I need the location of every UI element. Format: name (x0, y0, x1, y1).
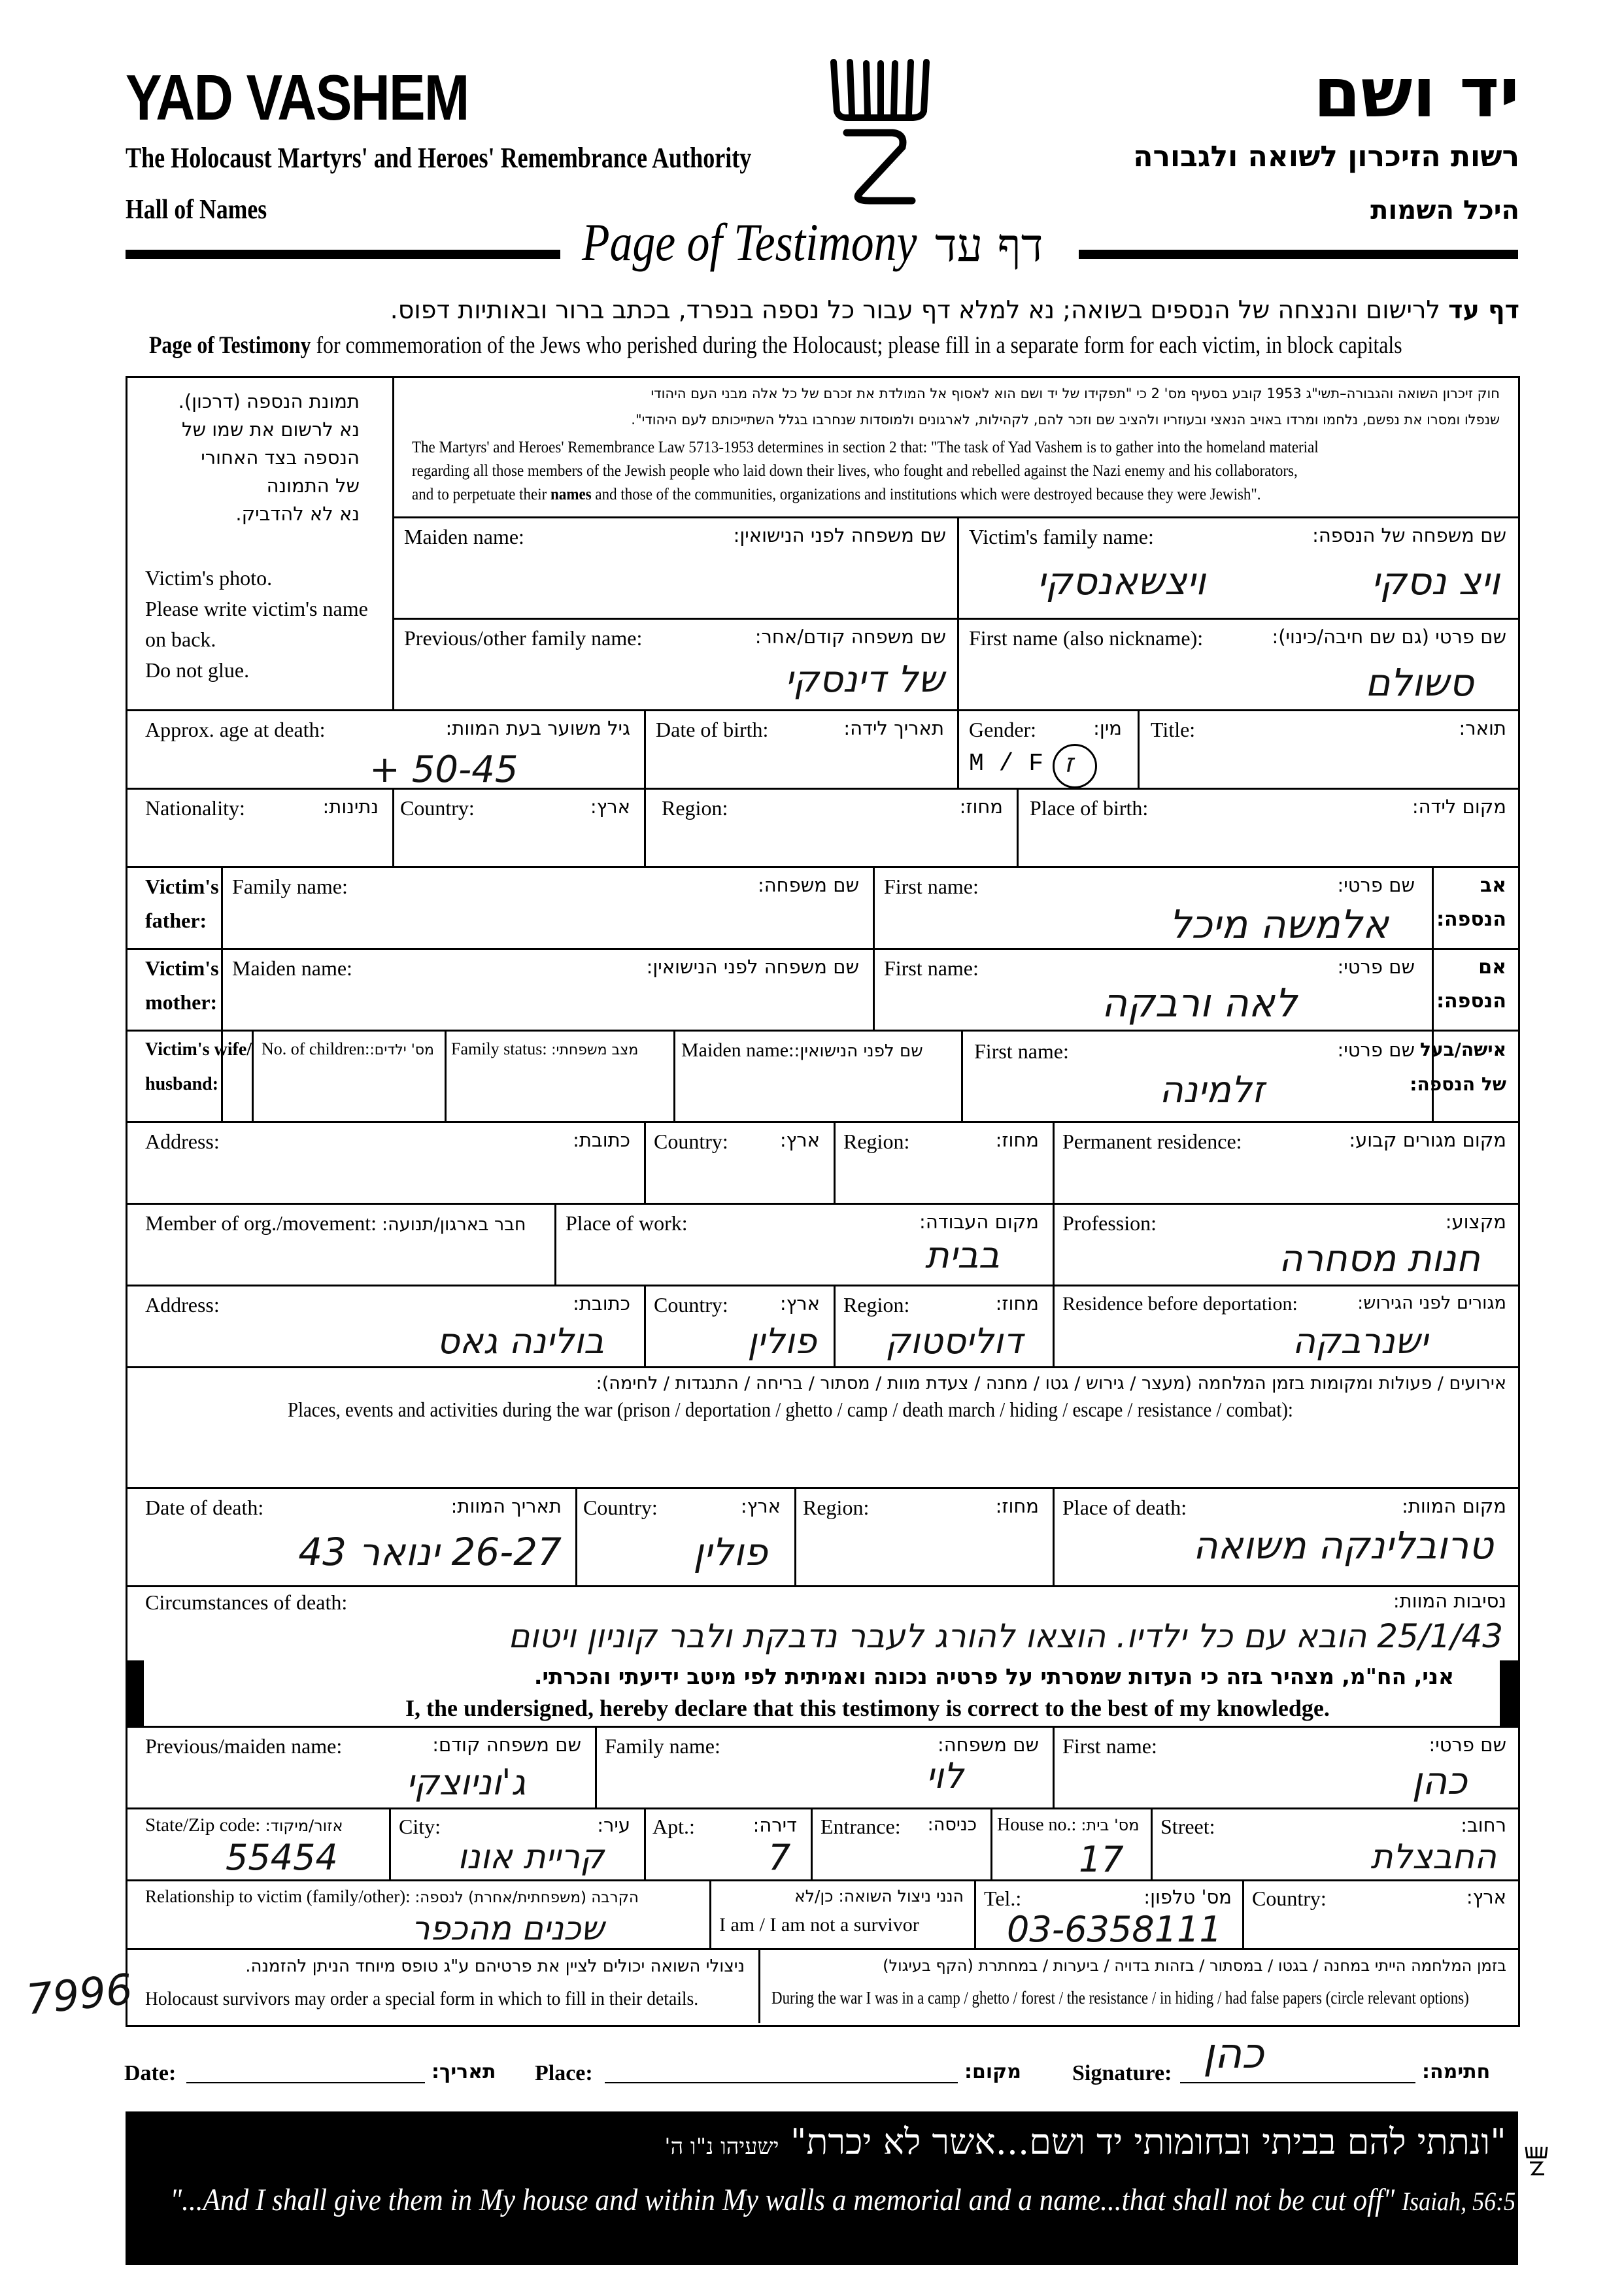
father-label: father: (145, 909, 207, 932)
country-value: פולין (747, 1320, 817, 1362)
death-country-label-he: ארץ: (740, 1495, 781, 1517)
street-label: Street: (1160, 1815, 1215, 1838)
a3-div-3 (811, 1807, 813, 1879)
law-he-2: שנפלו ומסרו את נפשם, נלחמו ומרדו באויב הנאצי ובעוזריו ולהציב שם וזכר להם, לקהילות, לארגונים ולמוסדות שנחרבו בגלל השתייכותם לעם היהודי". (631, 412, 1500, 428)
a3-div-5 (1151, 1807, 1153, 1879)
city-value: קריית אונו (457, 1838, 604, 1877)
addr1-div-1 (644, 1121, 646, 1203)
death-div-3 (1053, 1487, 1055, 1585)
date-line (186, 2082, 425, 2083)
row-rule-17 (126, 1948, 1518, 1950)
addr1-div-2 (834, 1121, 836, 1203)
org-name-he: יד ושם (1313, 53, 1519, 133)
pob-label-he: מקום לידה: (1412, 796, 1506, 818)
page-title-en: Page of Testimony (582, 212, 917, 272)
work-label-he: מקום העבודה: (919, 1211, 1039, 1233)
photo-en-4: Do not glue. (145, 658, 250, 682)
rel-div-1 (709, 1879, 711, 1948)
org-name-en: YAD VASHEM (126, 61, 469, 133)
apt-value: 7 (768, 1837, 791, 1878)
pod-label-he: מקום המוות: (1402, 1495, 1506, 1517)
death-div-2 (794, 1487, 796, 1585)
a3-div-2 (644, 1807, 646, 1879)
pob-label: Place of birth: (1030, 796, 1149, 820)
region-label-he: מחוז: (959, 796, 1003, 818)
death-region-label: Region: (803, 1496, 870, 1519)
maiden-name-label: Maiden name: (404, 525, 524, 548)
children-label: No. of children:מס' ילדים: (262, 1039, 434, 1058)
wife-div-4 (961, 1030, 963, 1121)
house-label: House no.: מס' בית: (997, 1815, 1140, 1835)
pod-label: Place of death: (1062, 1496, 1187, 1519)
rel-div-2 (974, 1879, 976, 1948)
survivor-label-he: הנני ניצול השואה: כן/לא (794, 1887, 964, 1906)
place-line (605, 2082, 958, 2083)
prev-maiden-label-he: שם משפחה קודם: (432, 1734, 581, 1756)
photo-he-3: הנספה בצד האחורי (201, 446, 360, 469)
father-he-1: אב (1480, 874, 1506, 897)
a3-div-4 (990, 1807, 992, 1879)
country-label: Country: (400, 796, 475, 820)
hall-of-names-en: Hall of Names (126, 195, 267, 225)
addr1-div-3 (1053, 1121, 1055, 1203)
photo-en-3: on back. (145, 628, 216, 651)
region-label-2-he: מחוז: (995, 1129, 1039, 1151)
wife-label-2: husband: (145, 1074, 219, 1094)
father-he-2: הנספה: (1436, 908, 1506, 931)
family-name-label-he: שם משפחה של הנספה: (1312, 524, 1506, 546)
circ-value: 25/1/43 הובא עם כל ילדיו. הוצאו להורג לעבר נדבקת ולבר קוניון ויטום (508, 1617, 1503, 1655)
hall-of-names-he: היכל השמות (1370, 195, 1519, 226)
photo-he-2: נא לרשום את שמו של (181, 418, 360, 441)
tel-label-he: מס' טלפון: (1143, 1886, 1232, 1908)
row-rule-6 (126, 948, 1518, 950)
declaration-en: I, the undersigned, hereby declare that this testimony is correct to the best of my knowledge. (405, 1695, 1330, 1721)
zip-value: 55454 (226, 1837, 338, 1878)
law-bottom-rule (392, 516, 1518, 518)
form-he: ניצולי השואה יכולים לציין את פרטיהם ע"ג טופס מיוחד הניתן להזמנה. (245, 1957, 745, 1976)
res-before-value: ישנרבקה (1292, 1320, 1428, 1362)
member-div-2 (1053, 1203, 1055, 1285)
relation-value: שכנים מהכפר (411, 1909, 604, 1947)
father-family-label-he: שם משפחה: (757, 874, 859, 896)
row-rule-8 (126, 1121, 1518, 1123)
profession-value: חנות מסחרה (1278, 1237, 1480, 1280)
prev-family-label-he: שם משפחה קודם/אחר: (754, 626, 946, 648)
region-label-3-he: מחוז: (995, 1292, 1039, 1315)
photo-en-2: Please write victim's name (145, 597, 368, 620)
father-victims-label: Victim's (145, 875, 219, 898)
nat-divider-2 (644, 788, 646, 866)
authority-en: The Holocaust Martyrs' and Heroes' Remembrance Authority (126, 142, 752, 174)
mother-maiden-label-he: שם משפחה לפני הנישואין: (646, 956, 859, 978)
prev-family-label: Previous/other family name: (404, 626, 643, 650)
work-value: בבית (924, 1234, 1000, 1277)
photo-he-1: תמונת הנספה (דרכון). (178, 390, 360, 412)
work-label: Place of work: (566, 1211, 688, 1235)
declaration-he: אני, הח"מ, מצהיר בזה כי העדות שמסרתי על פרטיה נכונה ואמיתית לפי מיטב ידיעתי והכרתי. (533, 1664, 1454, 1689)
mother-first-label: First name: (884, 956, 979, 980)
sub-first-label: First name: (1062, 1734, 1157, 1758)
father-first-value: אלמשה מיכל (1169, 902, 1389, 948)
first-name-label: First name (also nickname): (969, 626, 1204, 650)
sub-div-2 (1053, 1726, 1055, 1807)
wife-div-2 (445, 1030, 447, 1121)
addr2-div-1 (644, 1285, 646, 1366)
gender-label-he: מין: (1093, 717, 1122, 739)
form-outer-border (126, 376, 1520, 2027)
title-rule-right (1079, 250, 1518, 259)
place-label: Place: (535, 2061, 593, 2085)
death-div-1 (575, 1487, 577, 1585)
sub-family-label: Family name: (605, 1734, 720, 1758)
country-label-4-he: ארץ: (1466, 1886, 1506, 1908)
wife-div-1 (252, 1030, 254, 1121)
title-rule-left (126, 250, 560, 259)
age-value: + 50-45 (369, 748, 518, 791)
first-name-label-he: שם פרטי (גם שם חיבה/כינוי): (1272, 626, 1506, 648)
state-label: State/Zip code: אזור/מיקוד: (145, 1815, 343, 1836)
age-divider (644, 709, 646, 788)
row-rule-16 (126, 1879, 1518, 1881)
wife-he-1: אישה/בעל (1420, 1039, 1506, 1060)
city-label-he: עיר: (597, 1814, 630, 1836)
signature-label: Signature: (1072, 2061, 1172, 2085)
prev-family-value: של דינסקי (785, 658, 944, 701)
apt-label: Apt.: (652, 1815, 695, 1838)
addr2-div-3 (1053, 1285, 1055, 1366)
gender-divider (1138, 709, 1140, 788)
during-en: During the war I was in a camp / ghetto / forest / the resistance / in hiding / had false papers (circle relevant options) (771, 1988, 1469, 2008)
date-label-he: תאריך: (431, 2060, 496, 2083)
signature-line (1180, 2082, 1415, 2083)
family-name-value: ויצשאנסקי (1036, 559, 1206, 603)
entrance-label-he: כניסה: (927, 1815, 977, 1835)
events-label-he: אירועים / פעולות ומקומות בזמן המלחמה (מעצר / גירוש / גטו / מחנה / צעדת מוות / מסתור / בריחה / התנגדות / לחימה): (596, 1373, 1506, 1394)
tel-label: Tel.: (984, 1887, 1022, 1910)
gender-value: ז (1064, 748, 1074, 779)
pod-value: טרובלינקה משואה (1193, 1523, 1493, 1568)
yad-vashem-logo (820, 56, 938, 206)
nat-divider-1 (392, 788, 394, 866)
mother-label: mother: (145, 990, 218, 1014)
country-label-3-he: ארץ: (779, 1292, 820, 1315)
region-label-2: Region: (843, 1130, 910, 1153)
country-label-he: ארץ: (590, 796, 630, 818)
events-label-en: Places, events and activities during the war (prison / deportation / ghetto / camp / death march / hiding / escape / resistance / combat): (288, 1398, 1293, 1421)
dod-label-he: תאריך המוות: (450, 1495, 562, 1517)
dob-label: Date of birth: (656, 718, 769, 741)
wife-label-1: Victim's wife/ (145, 1039, 252, 1060)
photo-he-5: נא לא להדביק. (235, 503, 360, 525)
address-label-1: Address: (145, 1130, 220, 1153)
gender-options: M / F (969, 750, 1044, 778)
res-before-label: Residence before deportation: (1062, 1293, 1298, 1315)
perm-res-label: Permanent residence: (1062, 1130, 1242, 1153)
law-en-1: The Martyrs' and Heroes' Remembrance Law 5713-1953 determines in section 2 that: "The task of Yad Vashem is to gather into the homeland material (412, 439, 1319, 456)
house-value: 17 (1079, 1839, 1124, 1880)
row-rule-10 (126, 1285, 1518, 1286)
mother-first-value: לאה ורבקה (1101, 981, 1297, 1026)
dob-divider (957, 709, 959, 788)
footer-quote-en: "...And I shall give them in My house and within My walls a memorial and a name...that shall not be cut off" Isaiah, 56:5 (170, 2183, 1516, 2217)
declaration-bar-left (126, 1660, 144, 1726)
res-before-label-he: מגורים לפני הגירוש: (1357, 1293, 1506, 1313)
law-en-2: regarding all those members of the Jewish people who laid down their lives, who fought and rebelled against the Nazi enemy and his collaborators, (412, 462, 1298, 480)
photo-en-1: Victim's photo. (145, 566, 273, 590)
survivor-label-en: I am / I am not a survivor (719, 1914, 919, 1936)
name-divider (957, 516, 959, 709)
relation-label: Relationship to victim (family/other): הקרבה (משפחתית/אחרת) לנספה: (145, 1887, 639, 1906)
signature-label-he: חתימה: (1422, 2060, 1491, 2083)
prev-maiden-label: Previous/maiden name: (145, 1734, 343, 1758)
mother-he-1: אם (1478, 956, 1506, 979)
region-label: Region: (662, 796, 728, 820)
row-rule-14 (126, 1726, 1518, 1728)
wife-he-2: של הנספה: (1410, 1073, 1506, 1095)
authority-he: רשות הזיכרון לשואה ולגבורה (1133, 140, 1519, 173)
row-rule-4 (126, 788, 1518, 790)
mother-victims-label: Victim's (145, 956, 219, 980)
nationality-label: Nationality: (145, 796, 245, 820)
dod-value: 26-27 ינואר 43 (298, 1530, 562, 1574)
death-region-label-he: מחוז: (995, 1495, 1039, 1517)
first-name-value: סשולם (1365, 660, 1474, 705)
dod-label: Date of death: (145, 1496, 264, 1519)
family-name-value-2: ויצ נסקי (1371, 559, 1500, 603)
footer-logo-icon (1523, 2144, 1549, 2177)
photo-he-4: של התמונה (266, 475, 360, 497)
father-family-label: Family name: (232, 875, 348, 898)
photo-divider (392, 376, 394, 709)
row-rule-11 (126, 1366, 1518, 1368)
row-rule-15 (126, 1807, 1518, 1809)
intro-he: דף עד לרישום והנצחה של הנספים בשואה; נא למלא דף עבור כל נספה בנפרד, בכתב ברור ובאותיות דפוס. (390, 295, 1519, 324)
law-he-1: חוק זיכרון השואה והגבורה–תשי"ג 1953 קובע בסעיף מס' 2 כי "תפקידו של יד ושם הוא לאסוף אל המולדת את זכרם של כל אלה מבני העם היהודי (651, 386, 1500, 401)
row-rule-2 (392, 618, 1518, 620)
member-label: Member of org./movement: חבר בארגון/תנועה: (145, 1211, 526, 1235)
intro-en: Page of Testimony for commemoration of the Jews who perished during the Holocaust; please fill in a separate form for each victim, in block capitals (149, 332, 1402, 359)
address-label-2: Address: (145, 1293, 220, 1317)
dob-label-he: תאריך לידה: (843, 717, 944, 739)
mother-first-label-he: שם פרטי: (1337, 956, 1415, 978)
country-label-2-he: ארץ: (779, 1129, 820, 1151)
prev-maiden-value: ג'וניוצקי (406, 1762, 526, 1803)
region-value: דוליסטוק (885, 1320, 1023, 1362)
father-first-label: First name: (884, 875, 979, 898)
country-label-2: Country: (654, 1130, 728, 1153)
signature-value: כהן (1203, 2030, 1264, 2078)
address-label-2-he: כתובת: (573, 1292, 630, 1315)
nat-divider-3 (1017, 788, 1019, 866)
page-title-he: דף עד (935, 218, 1043, 272)
rel-div-3 (1242, 1879, 1244, 1948)
addr2-div-2 (834, 1285, 836, 1366)
row-rule-3 (126, 709, 1518, 711)
footer-quote-he: "ונתתי להם בביתי ובחומותי יד ושם...אשר לא יכרת" ישעיהו נ"ו ה' (664, 2121, 1506, 2162)
wife-first-label: First name: (974, 1039, 1069, 1063)
street-label-he: רחוב: (1461, 1814, 1506, 1836)
gender-circle (1053, 744, 1097, 788)
wife-maiden-label: Maiden name:שם לפני הנישואין: (681, 1039, 923, 1061)
circ-label-he: נסיבות המוות: (1393, 1590, 1506, 1612)
mother-maiden-label: Maiden name: (232, 956, 352, 980)
address-label-1-he: כתובת: (573, 1129, 630, 1151)
region-label-3: Region: (843, 1293, 910, 1317)
row-rule-12 (126, 1487, 1518, 1489)
country-label-3: Country: (654, 1293, 728, 1317)
title-label-he: תואר: (1459, 717, 1506, 739)
title-label: Title: (1151, 718, 1196, 741)
father-div-1 (221, 866, 223, 1121)
mother-he-2: הנספה: (1436, 990, 1506, 1013)
margin-number: 7996 (24, 1965, 135, 2025)
row-rule-7 (126, 1030, 1518, 1032)
death-country-label: Country: (583, 1496, 658, 1519)
address-value: בולינה גאס (436, 1320, 604, 1362)
date-label: Date: (124, 2061, 177, 2085)
death-country-value: פולין (693, 1530, 768, 1574)
wife-first-label-he: שם פרטי: (1337, 1039, 1415, 1061)
apt-label-he: דירה: (753, 1814, 797, 1836)
age-label-he: גיל משוער בעת המוות: (445, 717, 630, 739)
age-label: Approx. age at death: (145, 718, 326, 741)
circ-label: Circumstances of death: (145, 1590, 348, 1614)
place-label-he: מקום: (964, 2060, 1021, 2083)
sub-family-value: לוי (926, 1755, 964, 1796)
during-he: בזמן המלחמה הייתי במחנה / בגטו / במסתור / בזהות בדויה / ביערות / במחתרת (הקף בעיגול) (883, 1957, 1506, 1975)
nationality-label-he: נתינות: (322, 796, 379, 818)
father-first-label-he: שם פרטי: (1337, 874, 1415, 896)
city-label: City: (399, 1815, 441, 1838)
profession-label: Profession: (1062, 1211, 1157, 1235)
perm-res-label-he: מקום מגורים קבוע: (1349, 1129, 1506, 1151)
tel-value: 03-6358111 (1007, 1909, 1222, 1950)
row-rule-5 (126, 866, 1518, 868)
row-rule-9 (126, 1203, 1518, 1205)
status-label: Family status: מצב משפחתי: (451, 1039, 639, 1058)
profession-label-he: מקצוע: (1445, 1211, 1506, 1233)
a3-div-1 (389, 1807, 391, 1879)
wife-first-value: זלמינה (1159, 1069, 1264, 1111)
member-div-1 (554, 1203, 556, 1285)
sub-first-value: כהן (1412, 1758, 1467, 1803)
gender-label: Gender: (969, 718, 1037, 741)
law-en-3: and to perpetuate their names and those of the communities, organizations and institutions which were destroyed because they were Jewish". (412, 486, 1261, 503)
family-name-label: Victim's family name: (969, 525, 1154, 548)
sub-family-label-he: שם משפחה: (937, 1734, 1039, 1756)
declaration-bar-right (1500, 1660, 1518, 1726)
sub-div-1 (595, 1726, 597, 1807)
wife-div-3 (673, 1030, 675, 1121)
form-en: Holocaust survivors may order a special form in which to fill in their details. (145, 1988, 699, 2009)
row-rule-13 (126, 1585, 1518, 1587)
street-value: החבצלת (1370, 1838, 1497, 1877)
sub-first-label-he: שם פרטי: (1429, 1734, 1506, 1756)
country-label-4: Country: (1252, 1887, 1327, 1910)
maiden-name-label-he: שם משפחה לפני הנישואין: (733, 524, 946, 546)
forms-divider (758, 1948, 760, 2023)
entrance-label: Entrance: (820, 1815, 901, 1838)
